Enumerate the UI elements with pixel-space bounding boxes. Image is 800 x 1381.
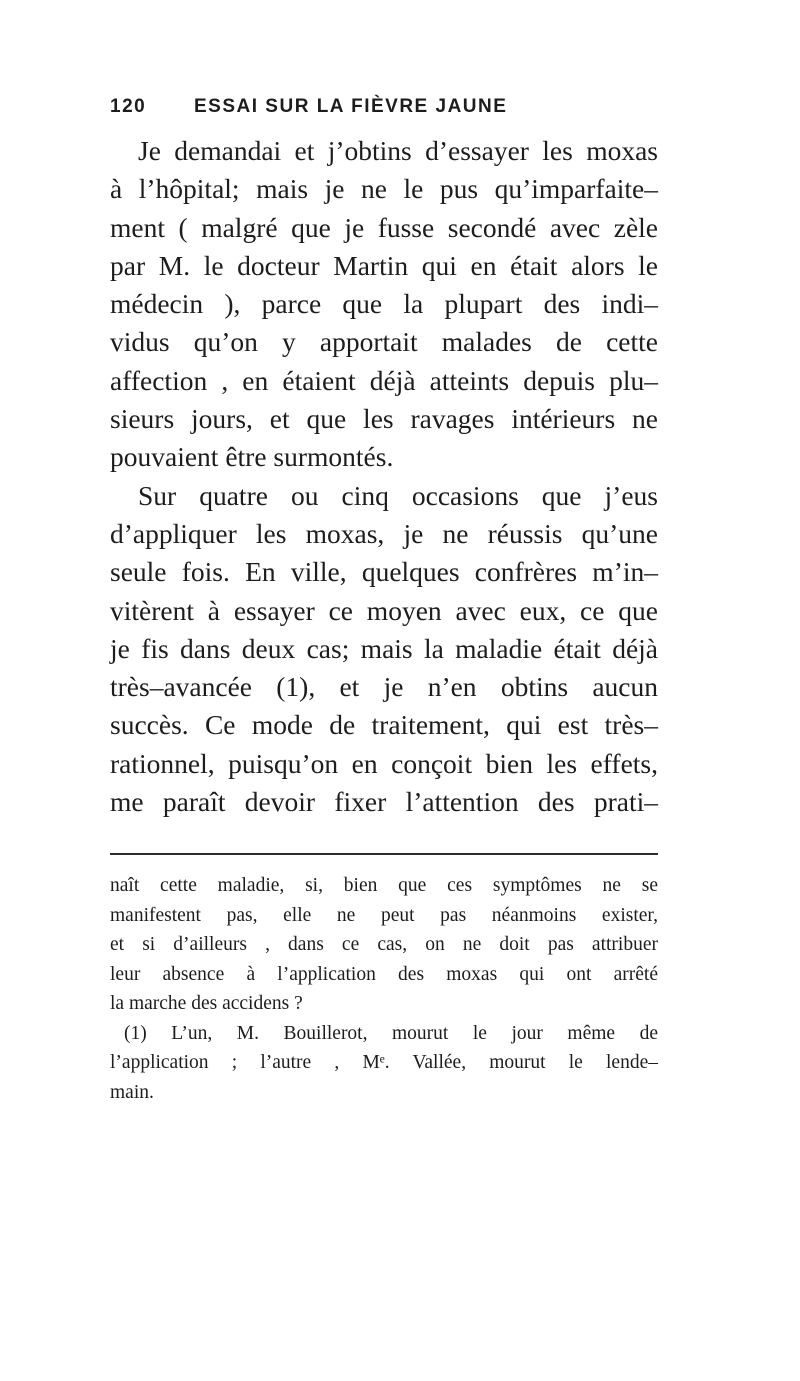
body-line: à l’hôpital; mais je ne le pus qu’imparfaite– — [110, 173, 658, 205]
footnote-line: naît cette maladie, si, bien que ces symptômes ne se — [110, 875, 658, 896]
body-line: me paraît devoir fixer l’attention des prati– — [110, 786, 658, 818]
body-line: vitèrent à essayer ce moyen avec eux, ce que — [110, 594, 658, 626]
body-line: vidus qu’on y apportait malades de cette — [110, 326, 658, 358]
body-line: affection , en étaient déjà atteints depuis plu– — [110, 364, 658, 396]
body-line: médecin ), parce que la plupart des indi– — [110, 288, 658, 320]
body-line: seule fois. En ville, quelques confrères m’in– — [110, 556, 658, 588]
running-title: ESSAI SUR LA FIÈVRE JAUNE — [194, 96, 508, 117]
body-line: par M. le docteur Martin qui en était alors le — [110, 249, 658, 281]
footnote-separator-rule — [110, 853, 658, 855]
body-line: sieurs jours, et que les ravages intérieurs ne — [110, 403, 658, 435]
body-line: d’appliquer les moxas, je ne réussis qu’une — [110, 517, 658, 549]
body-line: pouvaient être surmontés. — [110, 441, 394, 473]
footnote-line: l’application ; l’autre , Mᵉ. Vallée, mourut le lende– — [110, 1052, 658, 1073]
footnotes — [110, 871, 658, 1107]
body-line: ment ( malgré que je fusse secondé avec zèle — [110, 211, 658, 243]
running-header — [110, 96, 650, 124]
footnote-line: la marche des accidens ? — [110, 993, 303, 1014]
body-line: rationnel, puisqu’on en conçoit bien les effets, — [110, 747, 658, 779]
body-line: je fis dans deux cas; mais la maladie était déjà — [110, 632, 658, 664]
body-line: Je demandai et j’obtins d’essayer les moxas — [138, 135, 658, 166]
body-line: succès. Ce mode de traitement, qui est très– — [110, 709, 658, 741]
footnote-line: manifestent pas, elle ne peut pas néanmoins exister, — [110, 904, 658, 926]
body-text — [110, 132, 658, 821]
footnote-line: main. — [110, 1081, 154, 1103]
body-line: très–avancée (1), et je n’en obtins aucun — [110, 671, 658, 703]
body-line: Sur quatre ou cinq occasions que j’eus — [138, 479, 658, 511]
footnote-line: (1) L’un, M. Bouillerot, mourut le jour même de — [124, 1022, 658, 1044]
footnote-line: et si d’ailleurs , dans ce cas, on ne doit pas attribuer — [110, 934, 658, 955]
footnote-line: leur absence à l’application des moxas qui ont arrêté — [110, 963, 658, 985]
page-number: 120 — [110, 96, 147, 117]
